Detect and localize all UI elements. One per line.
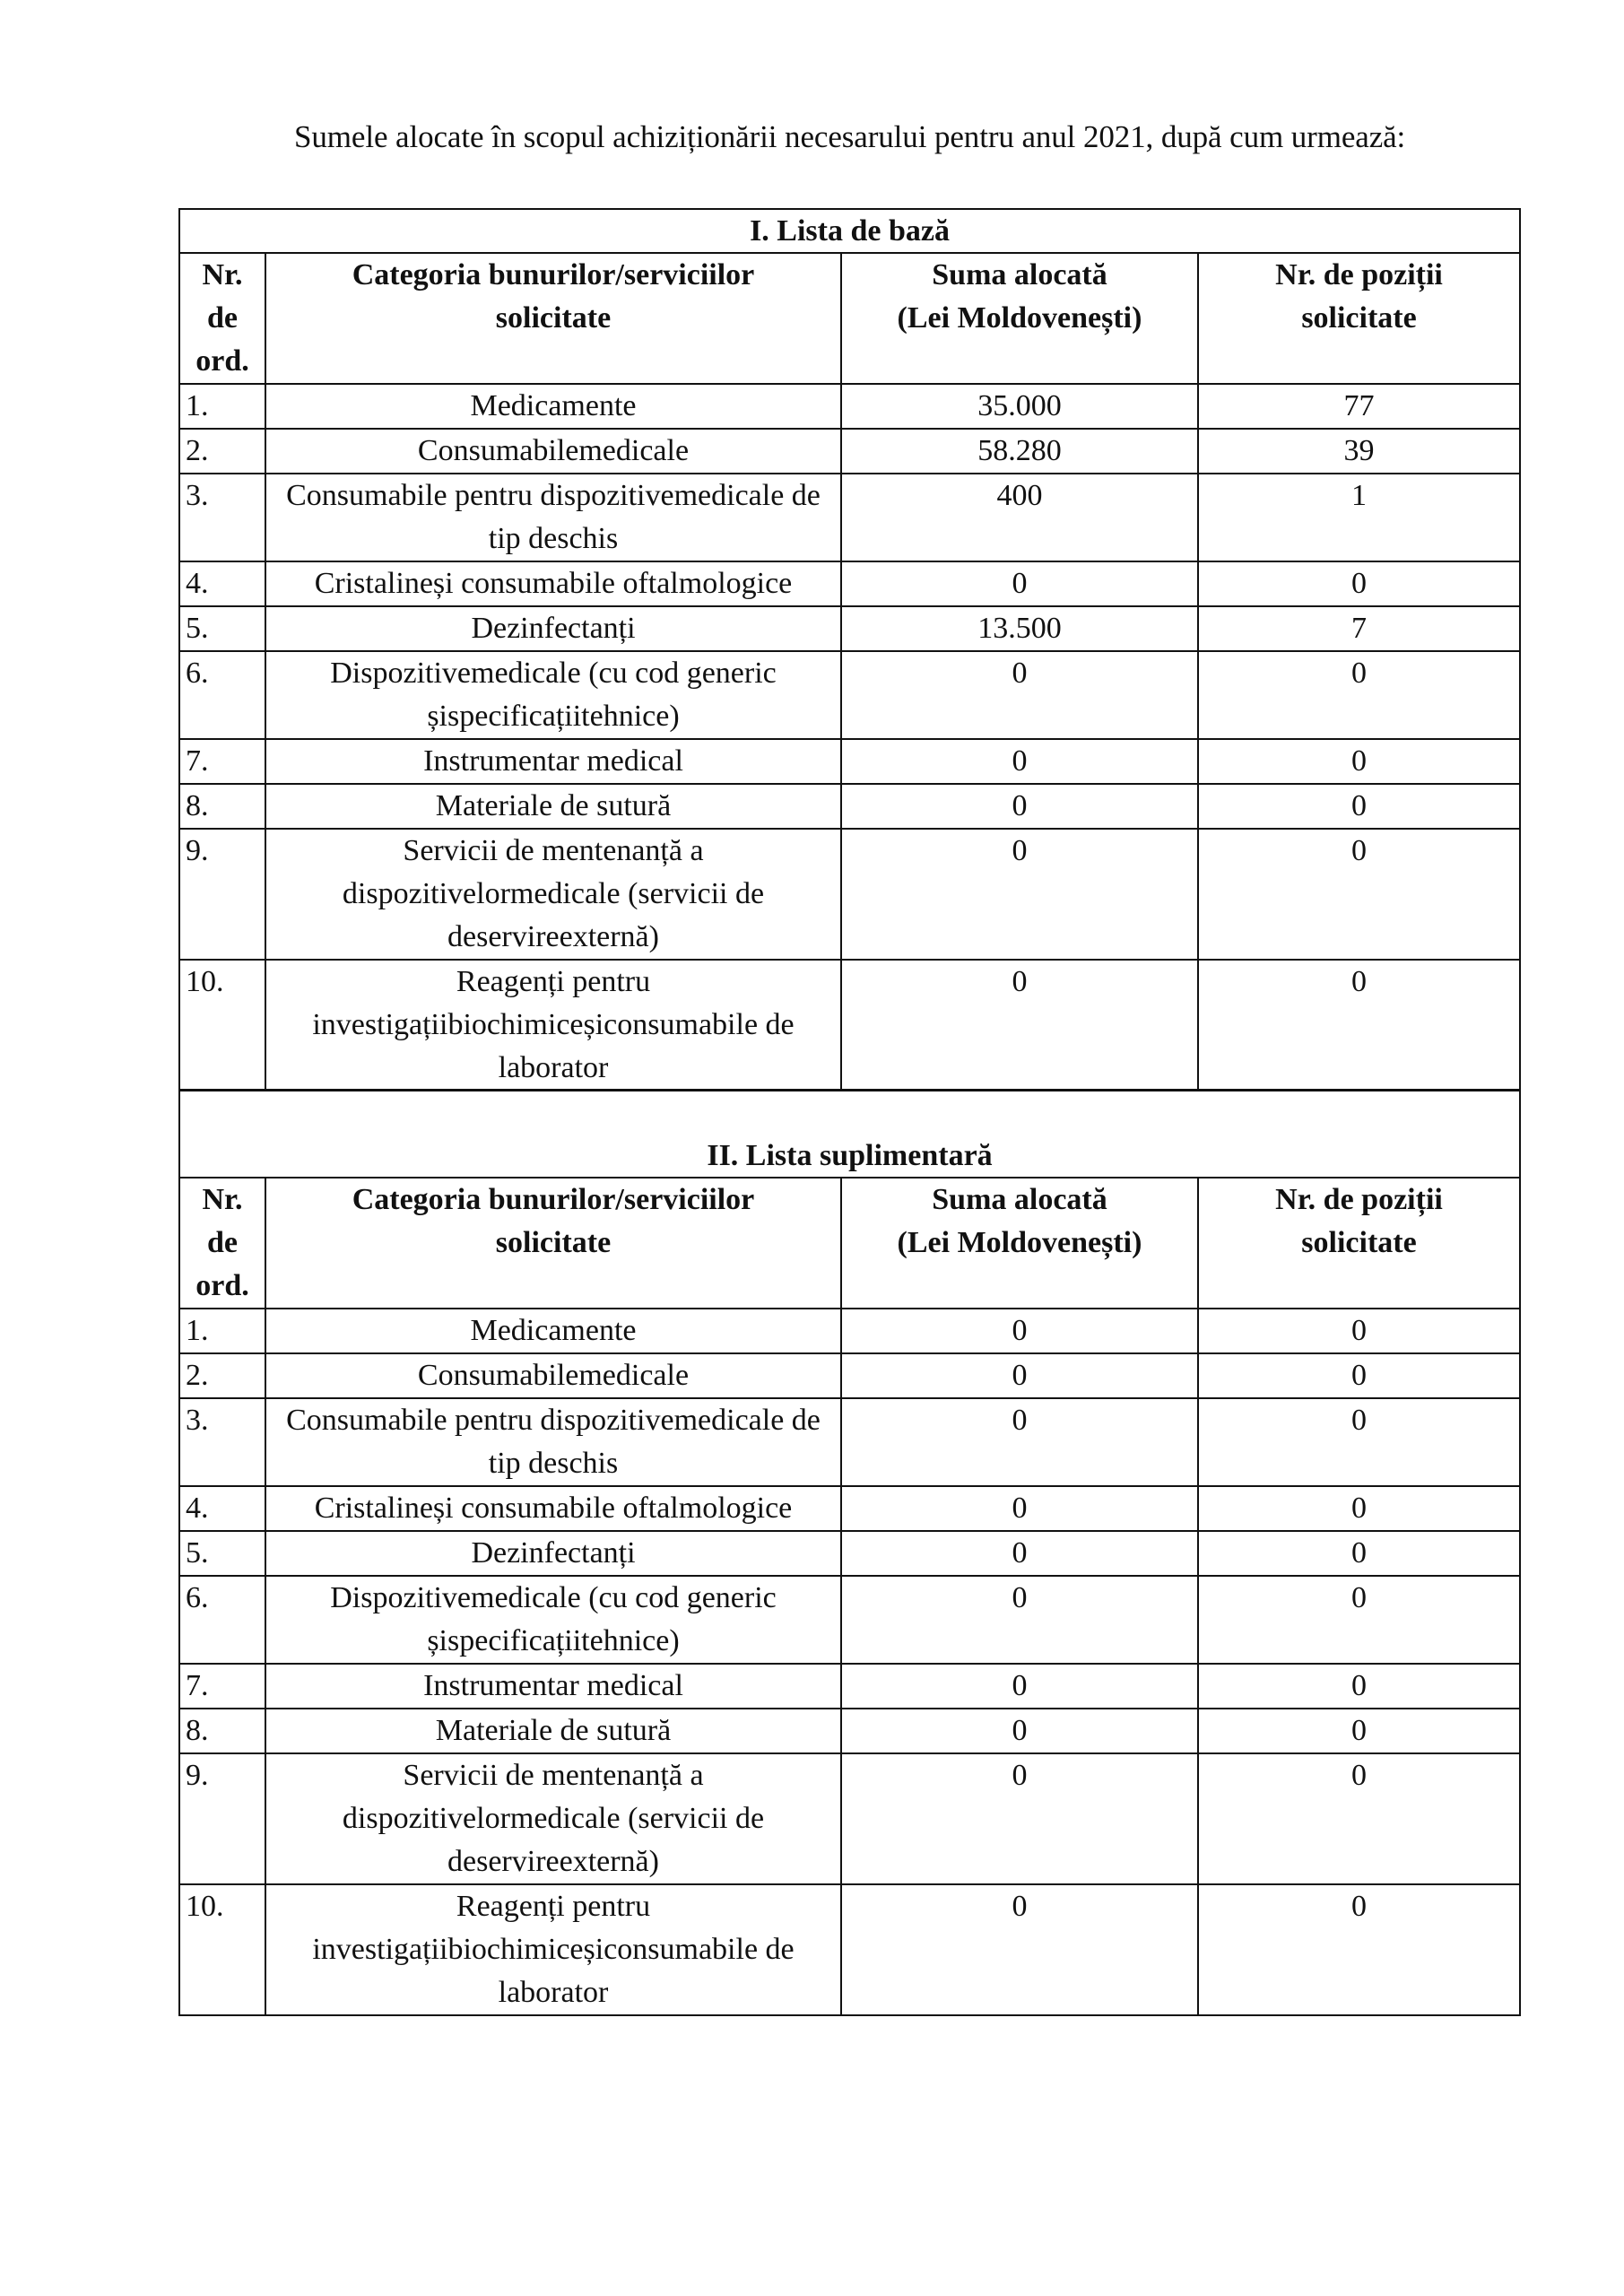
- row-sum: 0: [841, 651, 1198, 739]
- table-title-row: [179, 1090, 1520, 1178]
- row-category: Consumabilemedicale: [265, 429, 841, 474]
- table-row: [179, 606, 1520, 651]
- row-positions: 0: [1198, 1576, 1520, 1664]
- row-number: 5.: [179, 1531, 265, 1576]
- row-category: Servicii de mentenanță a dispozitivelormedicale (servicii de deservireexternă): [265, 1753, 841, 1884]
- column-header-sum: [841, 253, 1198, 384]
- table-row: [179, 561, 1520, 606]
- column-header-nr-line: Nr.: [202, 258, 243, 291]
- row-number: 10.: [179, 1884, 265, 2015]
- row-positions: 0: [1198, 829, 1520, 960]
- row-number: 7.: [179, 1664, 265, 1709]
- table-row: [179, 1309, 1520, 1353]
- row-number: 10.: [179, 960, 265, 1091]
- column-header-category-line: Categoria bunurilor/serviciilor: [352, 1183, 755, 1216]
- column-header-nr-line: ord.: [195, 344, 249, 378]
- row-sum: 0: [841, 1753, 1198, 1884]
- table-row: [179, 1576, 1520, 1664]
- column-header-positions: [1198, 253, 1520, 384]
- column-header-positions: [1198, 1178, 1520, 1309]
- table-title-row: [179, 209, 1520, 253]
- row-number: 9.: [179, 1753, 265, 1884]
- column-header-category-line: solicitate: [495, 1226, 612, 1259]
- column-header-nr-line: ord.: [195, 1269, 249, 1302]
- row-positions: 0: [1198, 739, 1520, 784]
- row-positions: 77: [1198, 384, 1520, 429]
- row-category: Dezinfectanți: [265, 606, 841, 651]
- row-category: Materiale de sutură: [265, 784, 841, 829]
- row-sum: 400: [841, 474, 1198, 561]
- table-title: I. Lista de bază: [179, 209, 1520, 253]
- table-body: [179, 384, 1520, 1091]
- row-category: Reagenți pentru investigațiibiochimiceșiconsumabile de laborator: [265, 960, 841, 1091]
- table-row: [179, 1664, 1520, 1709]
- table-row: [179, 474, 1520, 561]
- row-sum: 0: [841, 1486, 1198, 1531]
- row-sum: 0: [841, 739, 1198, 784]
- table-row: [179, 1884, 1520, 2015]
- row-positions: 1: [1198, 474, 1520, 561]
- row-positions: 0: [1198, 1664, 1520, 1709]
- column-header-positions-line: Nr. de poziții: [1275, 1183, 1443, 1216]
- row-category: Dispozitivemedicale (cu cod generic șispecificațiitehnice): [265, 1576, 841, 1664]
- column-header-sum-line: (Lei Moldovenești): [897, 1226, 1142, 1259]
- table-row: [179, 1353, 1520, 1398]
- row-number: 3.: [179, 474, 265, 561]
- column-header-positions-line: solicitate: [1301, 301, 1417, 335]
- column-header-sum: [841, 1178, 1198, 1309]
- row-number: 2.: [179, 429, 265, 474]
- table-row: [179, 384, 1520, 429]
- table-lista-de-baza: [178, 208, 1521, 1091]
- column-header-nr-line: de: [207, 301, 238, 335]
- row-category: Dispozitivemedicale (cu cod generic șispecificațiitehnice): [265, 651, 841, 739]
- row-category: Instrumentar medical: [265, 739, 841, 784]
- column-header-nr: [179, 1178, 265, 1309]
- row-positions: 39: [1198, 429, 1520, 474]
- row-category: Instrumentar medical: [265, 1664, 841, 1709]
- column-header-positions-line: Nr. de poziții: [1275, 258, 1443, 291]
- row-sum: 0: [841, 1309, 1198, 1353]
- row-sum: 58.280: [841, 429, 1198, 474]
- row-number: 8.: [179, 784, 265, 829]
- row-positions: 0: [1198, 1709, 1520, 1753]
- row-number: 6.: [179, 651, 265, 739]
- row-sum: 0: [841, 960, 1198, 1091]
- table-header-row: [179, 1178, 1520, 1309]
- row-positions: 0: [1198, 1353, 1520, 1398]
- row-positions: 0: [1198, 1398, 1520, 1486]
- table-row: [179, 1753, 1520, 1884]
- table-row: [179, 1486, 1520, 1531]
- row-number: 8.: [179, 1709, 265, 1753]
- table-row: [179, 1709, 1520, 1753]
- row-sum: 13.500: [841, 606, 1198, 651]
- row-sum: 0: [841, 561, 1198, 606]
- row-number: 1.: [179, 1309, 265, 1353]
- column-header-sum-line: Suma alocată: [932, 258, 1107, 291]
- row-category: Consumabile pentru dispozitivemedicale de tip deschis: [265, 474, 841, 561]
- table-row: [179, 1398, 1520, 1486]
- column-header-category-line: solicitate: [495, 301, 612, 335]
- row-number: 7.: [179, 739, 265, 784]
- table-lista-suplimentara: [178, 1089, 1521, 2016]
- row-positions: 0: [1198, 561, 1520, 606]
- row-number: 5.: [179, 606, 265, 651]
- column-header-positions-line: solicitate: [1301, 1226, 1417, 1259]
- row-number: 4.: [179, 561, 265, 606]
- row-category: Materiale de sutură: [265, 1709, 841, 1753]
- row-number: 4.: [179, 1486, 265, 1531]
- row-number: 9.: [179, 829, 265, 960]
- table-header-row: [179, 253, 1520, 384]
- row-category: Consumabilemedicale: [265, 1353, 841, 1398]
- column-header-category: [265, 1178, 841, 1309]
- row-number: 2.: [179, 1353, 265, 1398]
- row-sum: 0: [841, 1576, 1198, 1664]
- table-row: [179, 829, 1520, 960]
- row-category: Dezinfectanți: [265, 1531, 841, 1576]
- intro-text: Sumele alocate în scopul achiziționării necesarului pentru anul 2021, după cum urmează:: [294, 119, 1406, 154]
- row-category: Cristalineși consumabile oftalmologice: [265, 1486, 841, 1531]
- row-category: Consumabile pentru dispozitivemedicale de tip deschis: [265, 1398, 841, 1486]
- row-positions: 0: [1198, 1884, 1520, 2015]
- column-header-sum-line: Suma alocată: [932, 1183, 1107, 1216]
- column-header-nr: [179, 253, 265, 384]
- row-positions: 0: [1198, 1486, 1520, 1531]
- row-positions: 0: [1198, 960, 1520, 1091]
- row-number: 6.: [179, 1576, 265, 1664]
- row-sum: 0: [841, 784, 1198, 829]
- column-header-nr-line: de: [207, 1226, 238, 1259]
- row-sum: 0: [841, 1884, 1198, 2015]
- table-row: [179, 429, 1520, 474]
- row-sum: 0: [841, 829, 1198, 960]
- row-sum: 0: [841, 1664, 1198, 1709]
- table-row: [179, 739, 1520, 784]
- row-number: 1.: [179, 384, 265, 429]
- column-header-nr-line: Nr.: [202, 1183, 243, 1216]
- row-positions: 7: [1198, 606, 1520, 651]
- row-category: Servicii de mentenanță a dispozitivelormedicale (servicii de deservireexternă): [265, 829, 841, 960]
- row-category: Medicamente: [265, 1309, 841, 1353]
- column-header-category: [265, 253, 841, 384]
- table-title: II. Lista suplimentară: [179, 1090, 1520, 1178]
- row-sum: 0: [841, 1709, 1198, 1753]
- table-row: [179, 651, 1520, 739]
- table-body: [179, 1309, 1520, 2015]
- row-sum: 35.000: [841, 384, 1198, 429]
- row-number: 3.: [179, 1398, 265, 1486]
- row-category: Medicamente: [265, 384, 841, 429]
- row-sum: 0: [841, 1531, 1198, 1576]
- table-row: [179, 1531, 1520, 1576]
- column-header-category-line: Categoria bunurilor/serviciilor: [352, 258, 755, 291]
- row-positions: 0: [1198, 1531, 1520, 1576]
- row-positions: 0: [1198, 1309, 1520, 1353]
- column-header-sum-line: (Lei Moldovenești): [897, 301, 1142, 335]
- row-category: Cristalineși consumabile oftalmologice: [265, 561, 841, 606]
- row-positions: 0: [1198, 1753, 1520, 1884]
- row-sum: 0: [841, 1398, 1198, 1486]
- row-positions: 0: [1198, 651, 1520, 739]
- row-category: Reagenți pentru investigațiibiochimiceșiconsumabile de laborator: [265, 1884, 841, 2015]
- row-positions: 0: [1198, 784, 1520, 829]
- table-row: [179, 960, 1520, 1091]
- table-row: [179, 784, 1520, 829]
- row-sum: 0: [841, 1353, 1198, 1398]
